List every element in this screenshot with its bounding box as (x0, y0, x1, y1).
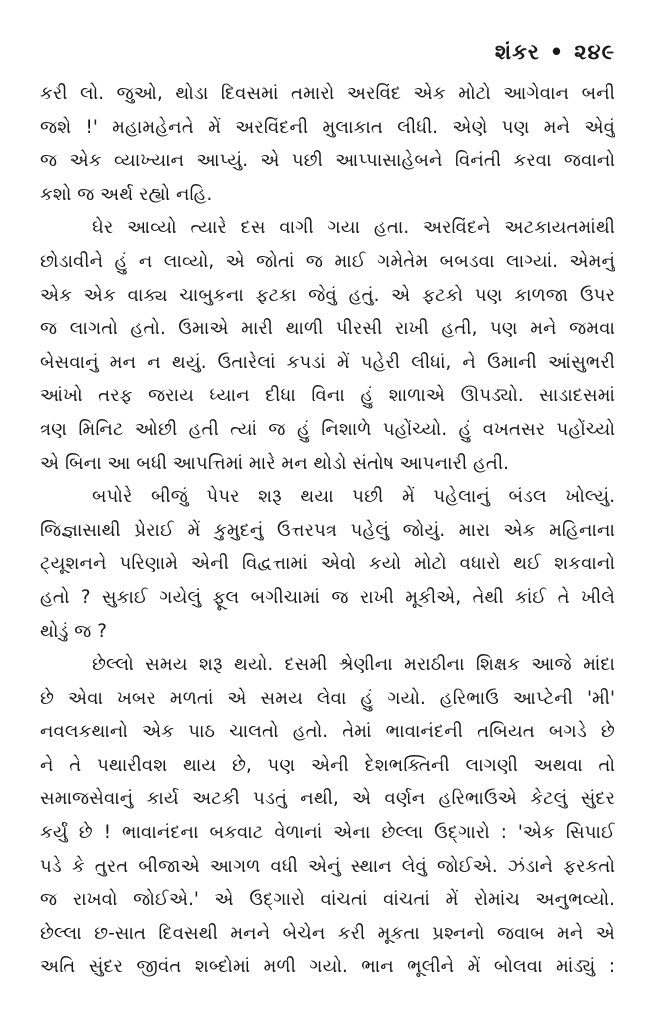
text-line: બપોરે બીજું પેપર શરૂ થયા પછી મેં પહેલાનું બંડલ ખોલ્યું. (92, 486, 615, 508)
header-separator: • (549, 40, 565, 64)
text-line: છેલ્લો સમય શરૂ થયો. દસમી શ્રેણીના મરાઠીના શિક્ષક આજે માંદા (92, 654, 615, 676)
text-line: ત્રણ મિનિટ ઓછી હતી ત્યાં જ હું નિશાળે પહોંચ્યો. હું વખતસર પહોંચ્યો (40, 418, 615, 440)
text-line: ઘેર આવ્યો ત્યારે દસ વાગી ગયા હતા. અરવિંદને અટકાયતમાંથી (92, 217, 615, 239)
text-line: કર્યું છે ! ભાવાનંદના બકવાટ વેળાનાં એના છેલ્લા ઉદ્ગારો : 'એક સિપાઈ (40, 822, 615, 844)
text-line: એ બિના આ બધી આપત્તિમાં મારે મન થોડો સંતોષ આપનારી હતી. (40, 452, 509, 474)
text-line: જ લાગતો હતો. ઉમાએ મારી થાળી પીરસી રાખી હતી, પણ મને જમવા (40, 318, 615, 340)
text-line: જશે !' મહામહેનતે મેં અરવિંદની મુલાકાત લીધી. એણે પણ મને એવું (40, 116, 615, 138)
text-line: છોડાવીને હું ન લાવ્યો, એ જોતાં જ માઈ ગમેતેમ બબડવા લાગ્યાં. એમનું (40, 250, 615, 272)
text-line: જ રાખવો જોઈએ.' એ ઉદ્ગારો વાંચતાં વાંચતાં મેં રોમાંચ અનુભવ્યો. (40, 889, 615, 911)
chapter-title: શંકર (494, 40, 540, 64)
text-line: થોડું જ ? (40, 620, 107, 642)
text-line: કરી લો. જુઓ, થોડા દિવસમાં તમારો અરવિંદ એક મોટો આગેવાન બની (40, 83, 615, 104)
text-line: જિજ્ઞાસાથી પ્રેરાઈ મેં કુમુદનું ઉત્તરપત્ર પહેલું જોયું. મારા એક મહિનાના (40, 519, 615, 541)
text-line: સમાજસેવાનું કાર્ય અટકી પડતું નથી, એ વર્ણન હરિભાઉએ કેટલું સુંદર (40, 788, 615, 810)
text-line: એક એક વાક્ય ચાબુકના ફટકા જેવું હતું. એ ફટકો પણ કાળજા ઉપર (40, 284, 615, 306)
text-line: નવલકથાનો એક પાઠ ચાલતો હતો. તેમાં ભાવાનંદની તબિયત બગડે છે (40, 721, 615, 743)
text-line: હતો ? સુકાઈ ગયેલું ફૂલ બગીચામાં જ રાખી મૂકીએ, તેથી કાંઈ તે ખીલે (40, 586, 615, 608)
page-number: ૨૪૯ (574, 40, 615, 64)
text-line: ને તે પથારીવશ થાય છે, પણ એની દેશભક્તિની લાગણી અથવા તો (40, 754, 615, 776)
body-text (40, 77, 615, 984)
text-line: પડે કે તુરત બીજાએ આગળ વધી એનું સ્થાન લેવું જોઈએ. ઝંડાને ફરકતો (40, 855, 615, 877)
text-line: છે એવા ખબર મળતાં એ સમય લેવા હું ગયો. હરિભાઉ આપ્ટેની 'મી' (40, 687, 615, 709)
running-head (40, 40, 615, 65)
text-line: જ એક વ્યાખ્યાન આપ્યું. એ પછી આપ્પાસાહેબને વિનંતી કરવા જવાનો (40, 150, 615, 172)
text-line: ટ્યૂશનને પરિણામે એની વિદ્વત્તામાં એવો કયો મોટો વધારો થઈ શકવાનો (40, 553, 615, 575)
text-line: આંખો તરફ જરાય ધ્યાન દીધા વિના હું શાળાએ ઊપડ્યો. સાડાદસમાં (40, 385, 615, 407)
text-line: અતિ સુંદર જીવંત શબ્દોમાં મળી ગયો. ભાન ભૂલીને મેં બોલવા માંડ્યું : (40, 956, 615, 978)
text-line: બેસવાનું મન ન થયું. ઉતારેલાં કપડાં મેં પહેરી લીધાં, ને ઉમાની આંસુભરી (40, 351, 615, 373)
text-line: કશો જ અર્થ રહ્યો નહિ. (40, 183, 213, 205)
text-line: છેલ્લા છ-સાત દિવસથી મનને બેચેન કરી મૂકતા પ્રશ્નનો જવાબ મને એ (40, 922, 615, 944)
